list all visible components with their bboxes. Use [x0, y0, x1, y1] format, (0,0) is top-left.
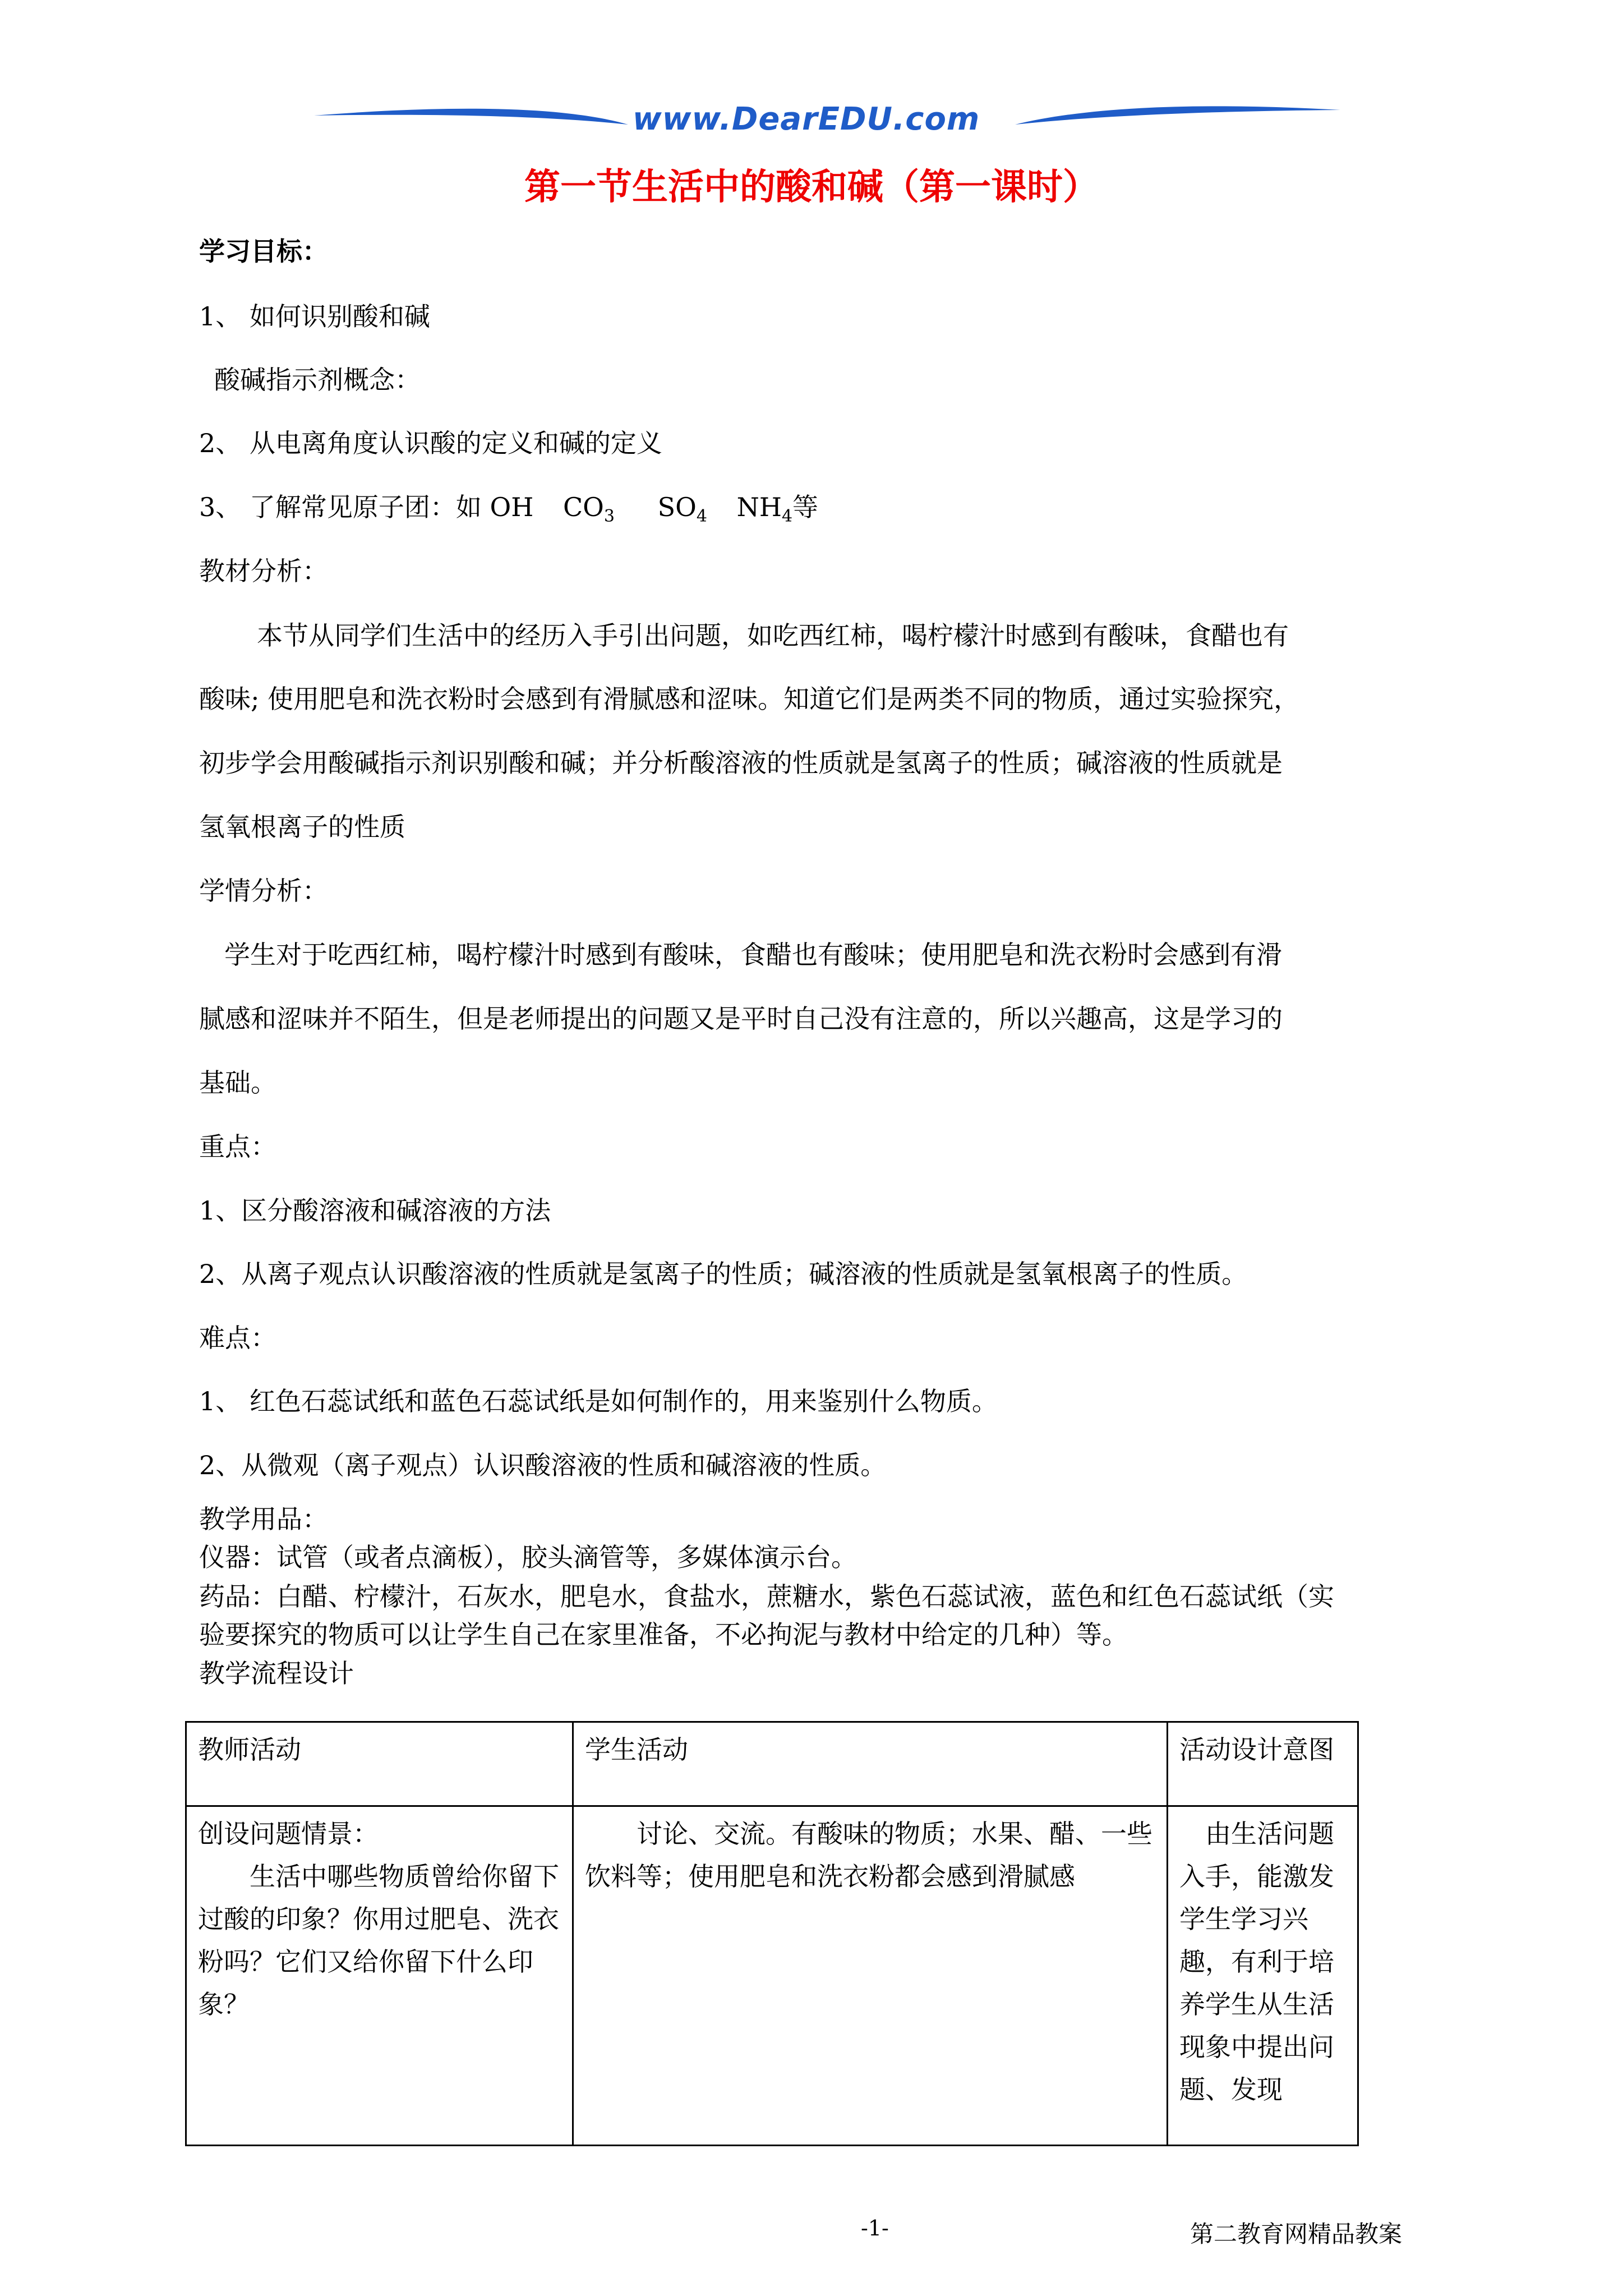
material-line-3: 初步学会用酸碱指示剂识别酸和碱；并分析酸溶液的性质就是氢离子的性质；碱溶液的性质就是 [199, 748, 1283, 778]
objective-item-3-suffix: 等 [792, 492, 819, 522]
row1-teacher-activity [186, 1806, 573, 2146]
formula-co3: $CO_3$ [562, 492, 615, 526]
key-point-1: 1、区分酸溶液和碱溶液的方法 [199, 1195, 551, 1226]
header-teacher-activity: 教师活动 [186, 1722, 573, 1806]
difficult-points-heading: 难点： [199, 1323, 276, 1353]
table-header-row [186, 1722, 1358, 1806]
row1-design-intent: 由生活问题入手，能激发学生学习兴趣，有利于培养学生从生活现象中提出问题、发现 [1168, 1806, 1358, 2146]
supplies-chemicals-line-2: 验要探究的物质可以让学生自己在家里准备，不必拘泥与教材中给定的几种）等。 [199, 1619, 1128, 1650]
key-point-2: 2、从离子观点认识酸溶液的性质就是氢离子的性质；碱溶液的性质就是氢氧根离子的性质。 [199, 1259, 1248, 1289]
header-design-intent: 活动设计意图 [1168, 1722, 1358, 1806]
row1-teacher-title: 创设问题情景： [198, 1819, 379, 1849]
row1-student-activity: 讨论、交流。有酸味的物质；水果、醋、一些饮料等；使用肥皂和洗衣粉都会感到滑腻感 [573, 1806, 1168, 2146]
page-number: -1- [861, 2216, 889, 2240]
learners-line-1: 学生对于吃西红柿，喝柠檬汁时感到有酸味，食醋也有酸味；使用肥皂和洗衣粉时会感到有滑 [224, 940, 1282, 970]
page-title: 第一节生活中的酸和碱（第一课时） [524, 166, 1099, 208]
site-brand: www.DearEDU.com [633, 101, 980, 137]
difficult-point-2: 2、从微观（离子观点）认识酸溶液的性质和碱溶液的性质。 [199, 1450, 887, 1480]
material-line-4: 氢氧根离子的性质 [199, 812, 405, 842]
difficult-point-1: 1、 红色石蕊试纸和蓝色石蕊试纸是如何制作的，用来鉴别什么物质。 [199, 1386, 998, 1416]
learners-line-2: 腻感和涩味并不陌生，但是老师提出的问题又是平时自己没有注意的，所以兴趣高，这是学习的 [199, 1004, 1283, 1034]
row1-teacher-body: 生活中哪些物质曾给你留下过酸的印象？你用过肥皂、洗衣粉吗？它们又给你留下什么印象？ [198, 1861, 559, 2019]
footer-source: 第二教育网精品教案 [1190, 2220, 1403, 2248]
teaching-flow-table [185, 1721, 1359, 2146]
objective-item-1: 1、 如何识别酸和碱 [199, 301, 430, 332]
material-line-1: 本节从同学们生活中的经历入手引出问题，如吃西红柿，喝柠檬汁时感到有酸味，食醋也有 [257, 620, 1289, 651]
formula-so4: $SO_4$ [657, 492, 707, 526]
supplies-instruments: 仪器：试管（或者点滴板），胶头滴管等，多媒体演示台。 [199, 1542, 857, 1572]
learners-heading: 学情分析： [199, 876, 328, 906]
objective-item-3-prefix: 3、 了解常见原子团：如 OH [199, 492, 534, 522]
material-heading: 教材分析： [199, 556, 328, 586]
learners-line-3: 基础。 [199, 1068, 276, 1098]
objective-item-2: 2、 从电离角度认识酸的定义和碱的定义 [199, 428, 662, 458]
supplies-chemicals-line-1: 药品：白醋、柠檬汁，石灰水，肥皂水，食盐水，蔗糖水，紫色石蕊试液，蓝色和红色石蕊试纸（实 [199, 1581, 1334, 1612]
material-line-2: 酸味; 使用肥皂和洗衣粉时会感到有滑腻感和涩味。知道它们是两类不同的物质，通过实验探究， [199, 684, 1300, 714]
supplies-heading: 教学用品： [199, 1504, 328, 1534]
objective-item-1-sub: 酸碱指示剂概念： [214, 365, 421, 395]
flow-heading: 教学流程设计 [199, 1658, 354, 1688]
formula-nh4: $NH_4$ [736, 492, 793, 526]
key-points-heading: 重点： [199, 1131, 276, 1162]
objectives-heading: 学习目标： [199, 236, 328, 266]
header-student-activity: 学生活动 [573, 1722, 1168, 1806]
objective-item-3 [199, 491, 818, 532]
table-row [186, 1806, 1358, 2146]
